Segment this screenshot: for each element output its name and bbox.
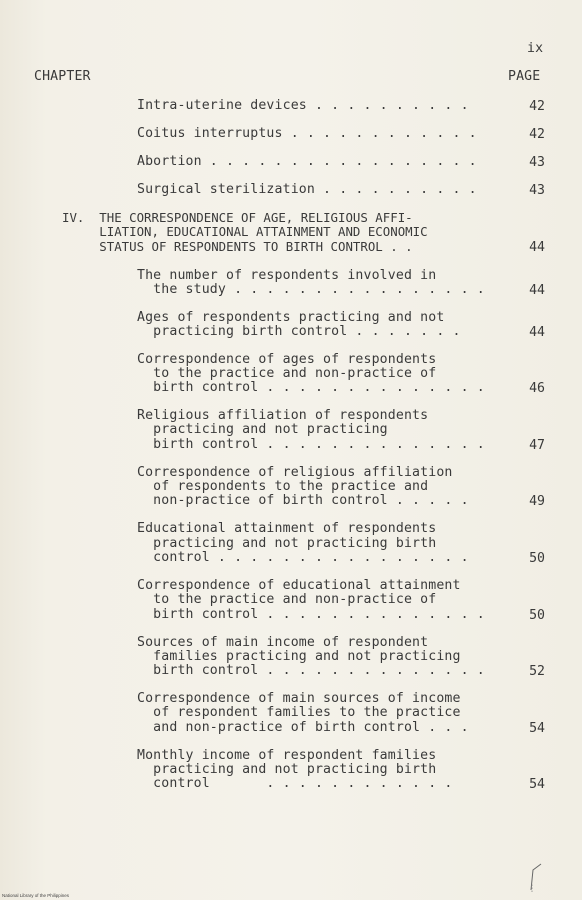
toc-entry-line: practicing and not practicing — [137, 422, 388, 437]
toc-entry-intra-uterine-devices: Intra-uterine devices . . . . . . . . . . — [137, 98, 469, 113]
toc-entry-line: control . . . . . . . . . . . . . . . . — [137, 550, 469, 565]
toc-page-number: 42 — [529, 127, 545, 142]
toc-entry-correspondence-of-educational-attainment: Correspondence of educational attainment — [137, 578, 461, 593]
toc-entry-correspondence-of-ages: Correspondence of ages of respondents — [137, 352, 437, 367]
toc-page-number: 54 — [529, 777, 545, 792]
toc-entry-line: of respondent families to the practice — [137, 705, 461, 720]
toc-page-number: 50 — [529, 608, 545, 623]
toc-page-number: 44 — [529, 283, 545, 298]
toc-entry-coitus-interruptus: Coitus interruptus . . . . . . . . . . . . — [137, 126, 477, 141]
toc-page-number: 50 — [529, 551, 545, 566]
toc-entry-line: practicing and not practicing birth — [137, 762, 437, 777]
chapter-iv-title-line-1: IV. THE CORRESPONDENCE OF AGE, RELIGIOUS AFFI- — [62, 210, 413, 225]
chapter-heading: CHAPTER — [34, 69, 91, 84]
toc-page-number: 47 — [529, 438, 545, 453]
toc-page-number: 52 — [529, 664, 545, 679]
toc-entry-line: control . . . . . . . . . . . . — [137, 776, 453, 791]
toc-entry-line: of respondents to the practice and — [137, 479, 429, 494]
toc-entry-surgical-sterilization: Surgical sterilization . . . . . . . . . . — [137, 182, 477, 197]
toc-entry-number-of-respondents: The number of respondents involved in — [137, 268, 437, 283]
toc-entry-educational-attainment: Educational attainment of respondents — [137, 521, 437, 536]
toc-entry-abortion: Abortion . . . . . . . . . . . . . . . . . — [137, 154, 477, 169]
toc-entry-line: to the practice and non-practice of — [137, 366, 437, 381]
toc-entry-line: and non-practice of birth control . . . — [137, 720, 469, 735]
toc-page-number: 43 — [529, 155, 545, 170]
chapter-iv-title-line-2: LIATION, EDUCATIONAL ATTAINMENT AND ECONOMIC — [62, 224, 428, 239]
toc-page-number: 44 — [529, 325, 545, 340]
page-heading: PAGE — [508, 69, 541, 84]
toc-entry-line: birth control . . . . . . . . . . . . . . — [137, 437, 485, 452]
toc-entry-correspondence-of-religious-affiliation: Correspondence of religious affiliation — [137, 465, 453, 480]
toc-entry-line: practicing and not practicing birth — [137, 536, 437, 551]
toc-entry-line: non-practice of birth control . . . . . — [137, 493, 469, 508]
toc-entry-line: families practicing and not practicing — [137, 649, 461, 664]
toc-entry-religious-affiliation: Religious affiliation of respondents — [137, 408, 429, 423]
library-footer: National Library of the Philippines — [2, 893, 70, 898]
toc-entry-line: birth control . . . . . . . . . . . . . . — [137, 663, 485, 678]
toc-entry-sources-of-main-income: Sources of main income of respondent — [137, 635, 429, 650]
toc-entry-ages-of-respondents: Ages of respondents practicing and not — [137, 310, 445, 325]
toc-page-number: 44 — [529, 240, 545, 255]
toc-entry-line: birth control . . . . . . . . . . . . . . — [137, 607, 485, 622]
toc-entry-line: practicing birth control . . . . . . . — [137, 324, 461, 339]
toc-entry-line: to the practice and non-practice of — [137, 592, 437, 607]
toc-entry-line: the study . . . . . . . . . . . . . . . . — [137, 282, 485, 297]
toc-page-number: 43 — [529, 183, 545, 198]
pencil-mark-icon — [528, 862, 544, 894]
page-number: ix — [527, 41, 544, 56]
toc-page-number: 54 — [529, 721, 545, 736]
toc-page-number: 46 — [529, 381, 545, 396]
toc-entry-monthly-income: Monthly income of respondent families — [137, 748, 437, 763]
toc-page-number: 42 — [529, 99, 545, 114]
toc-page-number: 49 — [529, 494, 545, 509]
toc-entry-line: birth control . . . . . . . . . . . . . . — [137, 380, 485, 395]
chapter-iv-title-line-3: STATUS OF RESPONDENTS TO BIRTH CONTROL . . — [62, 239, 413, 254]
toc-entry-correspondence-of-main-sources-of-income: Correspondence of main sources of income — [137, 691, 461, 706]
